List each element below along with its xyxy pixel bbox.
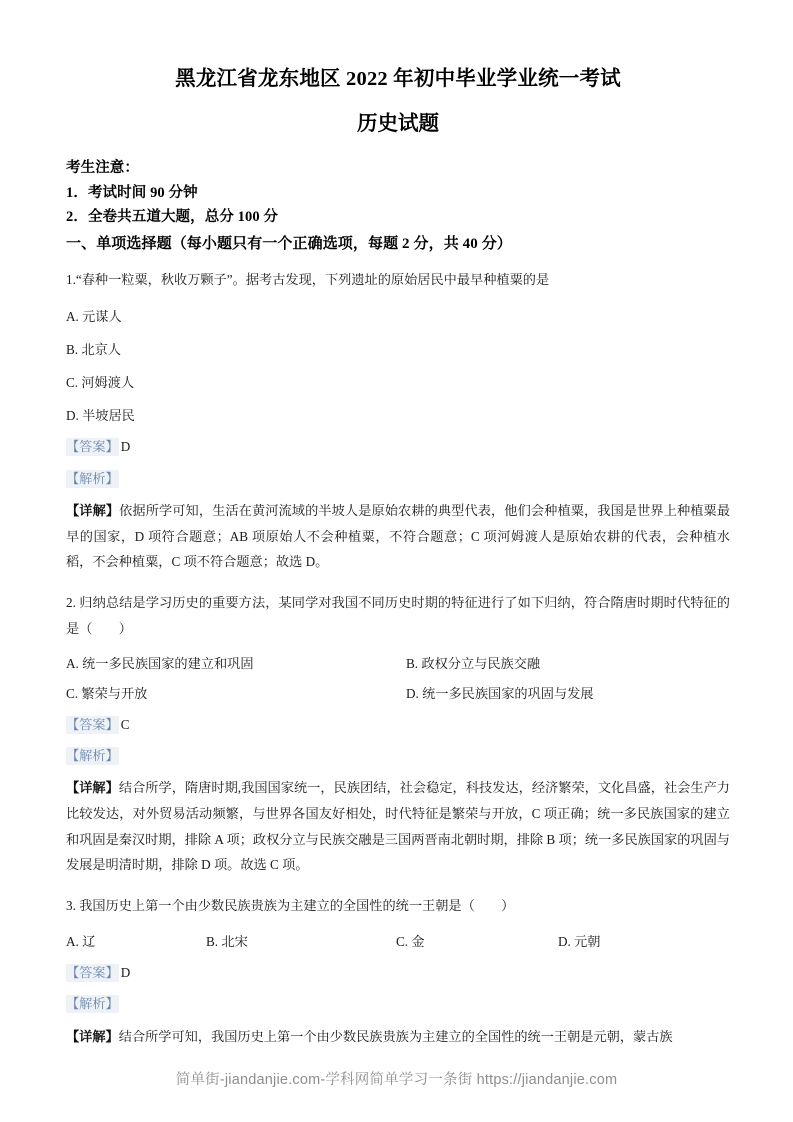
- answer-value: D: [120, 965, 131, 981]
- notice-heading: 考生注意：: [66, 160, 139, 177]
- analysis-line: [66, 979, 730, 1010]
- question-block-1: [66, 267, 730, 575]
- page-title: 黑龙江省龙东地区 2022 年初中毕业学业统一考试: [175, 68, 621, 90]
- answer-tag: 【答案】: [66, 716, 119, 732]
- answer-tag: 【答案】: [66, 439, 119, 455]
- option-row: [66, 657, 730, 670]
- question-stem: 1.“春种一粒粟，秋收万颗子”。据考古发现，下列遗址的原始居民中最早种植粟的是: [66, 271, 550, 287]
- document-content: [66, 60, 730, 1049]
- analysis-line: [66, 731, 730, 762]
- option-a[interactable]: A. 元谋人: [66, 308, 122, 324]
- detail-tag: 【详解】: [66, 502, 120, 518]
- answer-line: [66, 700, 730, 731]
- option-row: [66, 687, 730, 700]
- question-stem: 2. 归纳总结是学习历史的重要方法，某同学对我国不同历史时期的特征进行了如下归纳，符合隋唐时期时代特征的是（ ）: [66, 595, 730, 636]
- option-c[interactable]: C. 金: [396, 933, 425, 949]
- option-list: [66, 935, 730, 948]
- answer-line: [66, 422, 730, 453]
- notice-item-1: 1．考试时间 90 分钟: [66, 184, 198, 201]
- question-block-2: [66, 590, 730, 878]
- option-list: [66, 310, 730, 423]
- answer-line: [66, 948, 730, 979]
- analysis-tag: 【解析】: [66, 996, 119, 1012]
- option-d[interactable]: D. 统一多民族国家的巩固与发展: [406, 685, 594, 701]
- option-b[interactable]: B. 北宋: [206, 933, 248, 949]
- candidate-notice: [66, 161, 730, 225]
- option-d[interactable]: D. 半坡居民: [66, 408, 135, 424]
- detail-text: 结合所学，隋唐时期,我国国家统一，民族团结，社会稳定，科技发达，经济繁荣，文化昌盛，社会生产力比较发达，对外贸易活动频繁，与世界各国友好相处，时代特征是繁荣与开放，C 项正确；统一多民族国家的建立和巩固是秦汉时期，排除 A 项；政权分立与民族交融是三国两晋南北朝时期，排除 B 项；统一多民族国家的巩固与发展是明清时期，排除 D 项。故选 C 项。: [66, 780, 730, 873]
- option-b[interactable]: B. 政权分立与民族交融: [406, 656, 541, 672]
- option-a[interactable]: A. 统一多民族国家的建立和巩固: [66, 656, 254, 672]
- option-c[interactable]: C. 繁荣与开放: [66, 685, 148, 701]
- answer-value: D: [120, 439, 131, 455]
- answer-value: C: [120, 716, 130, 732]
- detail-tag: 【详解】: [66, 780, 119, 796]
- detail-tag: 【详解】: [66, 1028, 119, 1044]
- option-d[interactable]: D. 元朝: [558, 933, 601, 949]
- analysis-tag: 【解析】: [66, 748, 119, 764]
- analysis-tag: 【解析】: [66, 470, 119, 486]
- detail-text: 依据所学可知，生活在黄河流域的半坡人是原始农耕的典型代表，他们会种植粟，我国是世界上种植粟最早的国家，D 项符合题意；AB 项原始人不会种植粟，不符合题意；C 项河姆渡人是原始农耕的代表，会种植水稻，不会种植粟，C 项不符合题意；故选 D。: [66, 502, 731, 570]
- option-c[interactable]: C. 河姆渡人: [66, 374, 135, 390]
- detail-paragraph: [66, 1011, 730, 1050]
- footer-watermark: 简单街-jiandanjie.com-学科网简单学习一条街 https://jiandanjie.com: [175, 1072, 618, 1088]
- option-row: [66, 935, 730, 948]
- detail-paragraph: [66, 485, 730, 575]
- analysis-line: [66, 454, 730, 485]
- detail-paragraph: [66, 762, 730, 878]
- option-b[interactable]: B. 北京人: [66, 341, 121, 357]
- option-a[interactable]: A. 辽: [66, 933, 96, 949]
- detail-text: 结合所学可知，我国历史上第一个由少数民族贵族为主建立的全国性的统一王朝是元朝，蒙古族: [118, 1028, 673, 1044]
- question-stem: 3. 我国历史上第一个由少数民族贵族为主建立的全国性的统一王朝是（ ）: [66, 898, 515, 914]
- option-list: [66, 657, 730, 699]
- section-heading-multiple-choice: 一、单项选择题（每小题只有一个正确选项，每题 2 分，共 40 分）: [66, 235, 512, 252]
- page-subtitle: 历史试题: [357, 112, 439, 135]
- notice-item-2: 2．全卷共五道大题，总分 100 分: [66, 209, 279, 226]
- answer-tag: 【答案】: [66, 965, 119, 981]
- question-block-3: [66, 893, 730, 1049]
